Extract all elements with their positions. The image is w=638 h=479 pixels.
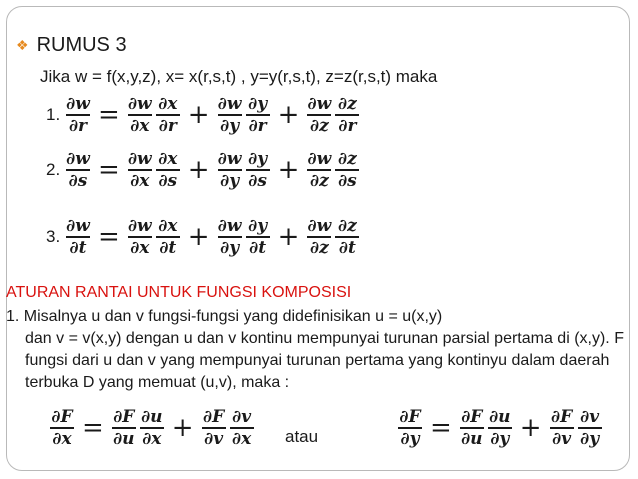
fraction bbox=[335, 150, 359, 190]
numerator: ∂w bbox=[66, 149, 90, 169]
fraction bbox=[66, 150, 90, 190]
fraction bbox=[156, 217, 180, 257]
plus-sign: + bbox=[171, 413, 194, 443]
fraction bbox=[460, 408, 484, 448]
denominator: ∂s bbox=[338, 171, 357, 191]
numerator: ∂w bbox=[217, 94, 242, 114]
denominator: ∂x bbox=[130, 238, 150, 258]
fraction bbox=[246, 217, 270, 257]
denominator: ∂z bbox=[310, 171, 329, 191]
numerator: ∂u bbox=[489, 407, 511, 427]
denominator: ∂u bbox=[461, 429, 483, 449]
numerator: ∂w bbox=[217, 149, 242, 169]
equation-3 bbox=[46, 217, 361, 257]
numerator: ∂w bbox=[307, 216, 332, 236]
numerator: ∂y bbox=[248, 149, 268, 169]
numerator: ∂z bbox=[338, 216, 357, 236]
numerator: ∂x bbox=[158, 94, 178, 114]
numerator: ∂w bbox=[307, 149, 332, 169]
section-heading: ATURAN RANTAI UNTUK FUNGSI KOMPOSISI bbox=[6, 284, 352, 301]
numerator: ∂F bbox=[551, 407, 573, 427]
fraction bbox=[550, 408, 574, 448]
denominator: ∂y bbox=[400, 429, 420, 449]
denominator: ∂x bbox=[231, 429, 252, 449]
numerator: ∂z bbox=[338, 149, 357, 169]
numerator: ∂F bbox=[51, 407, 73, 427]
numerator: ∂F bbox=[399, 407, 421, 427]
numerator: ∂y bbox=[248, 216, 268, 236]
equation-math bbox=[48, 408, 256, 448]
fraction bbox=[50, 408, 74, 448]
equation-1 bbox=[46, 95, 361, 135]
fraction bbox=[140, 408, 164, 448]
denominator: ∂t bbox=[338, 238, 356, 258]
fraction bbox=[202, 408, 226, 448]
rumus-bullet-row bbox=[16, 34, 127, 57]
fraction bbox=[578, 408, 602, 448]
numerator: ∂F bbox=[203, 407, 225, 427]
rumus-title: RUMUS 3 bbox=[36, 34, 127, 56]
equation-2 bbox=[46, 150, 361, 190]
chain-rule-x bbox=[48, 408, 256, 448]
equation-math bbox=[64, 150, 361, 190]
numerator: ∂w bbox=[66, 216, 90, 236]
denominator: ∂s bbox=[158, 171, 178, 191]
fraction bbox=[156, 95, 180, 135]
denominator: ∂x bbox=[52, 429, 72, 449]
equals-sign: = bbox=[98, 222, 120, 252]
equation-number: 1. bbox=[46, 105, 61, 124]
fraction bbox=[230, 408, 254, 448]
bullet-icon: ❖ bbox=[16, 37, 29, 53]
paragraph-rest: dan v = v(x,y) dengan u dan v kontinu mempunyai turunan parsial pertama di (x,y). F fungsi dari u dan v yang mempunyai turunan pertama yang kontinyu dalam daerah terbuka D yang memuat (u,v), maka : bbox=[25, 330, 624, 391]
denominator: ∂r bbox=[338, 116, 357, 136]
fraction bbox=[335, 95, 359, 135]
numerator: ∂w bbox=[217, 216, 242, 236]
equation-math bbox=[396, 408, 604, 448]
denominator: ∂u bbox=[113, 429, 135, 449]
denominator: ∂y bbox=[220, 116, 240, 136]
plus-sign: + bbox=[187, 100, 210, 130]
fraction bbox=[307, 150, 331, 190]
fraction bbox=[246, 95, 270, 135]
plus-sign: + bbox=[277, 100, 300, 130]
numerator: ∂F bbox=[461, 407, 483, 427]
numerator: ∂w bbox=[307, 94, 332, 114]
equals-sign: = bbox=[430, 413, 452, 443]
numerator: ∂w bbox=[127, 149, 152, 169]
atau-text: atau bbox=[285, 427, 319, 446]
plus-sign: + bbox=[519, 413, 542, 443]
plus-sign: + bbox=[277, 155, 300, 185]
denominator: ∂t bbox=[69, 238, 87, 258]
plus-sign: + bbox=[187, 222, 210, 252]
numerator: ∂x bbox=[158, 216, 178, 236]
equals-sign: = bbox=[98, 100, 120, 130]
denominator: ∂s bbox=[248, 171, 267, 191]
numerator: ∂v bbox=[232, 407, 252, 427]
intro-text: Jika w = f(x,y,z), x= x(r,s,t) , y=y(r,s,t), z=z(r,s,t) maka bbox=[40, 67, 438, 86]
denominator: ∂y bbox=[220, 171, 240, 191]
denominator: ∂r bbox=[158, 116, 177, 136]
equation-math bbox=[64, 217, 361, 257]
denominator: ∂s bbox=[68, 171, 88, 191]
numerator: ∂u bbox=[141, 407, 163, 427]
denominator: ∂r bbox=[68, 116, 88, 136]
fraction bbox=[218, 95, 242, 135]
fraction bbox=[128, 95, 152, 135]
denominator: ∂y bbox=[580, 429, 600, 449]
paragraph bbox=[6, 306, 626, 394]
denominator: ∂t bbox=[159, 238, 177, 258]
equals-sign: = bbox=[98, 155, 120, 185]
numerator: ∂F bbox=[113, 407, 135, 427]
fraction bbox=[398, 408, 422, 448]
denominator: ∂x bbox=[142, 429, 162, 449]
denominator: ∂t bbox=[249, 238, 267, 258]
fraction bbox=[66, 95, 90, 135]
denominator: ∂v bbox=[204, 429, 224, 449]
denominator: ∂z bbox=[310, 238, 329, 258]
fraction bbox=[307, 95, 331, 135]
fraction bbox=[307, 217, 331, 257]
plus-sign: + bbox=[187, 155, 210, 185]
numerator: ∂z bbox=[338, 94, 357, 114]
fraction bbox=[246, 150, 270, 190]
equation-number: 2. bbox=[46, 160, 61, 179]
denominator: ∂y bbox=[220, 238, 240, 258]
denominator: ∂v bbox=[552, 429, 572, 449]
denominator: ∂y bbox=[490, 429, 510, 449]
numerator: ∂w bbox=[127, 94, 152, 114]
plus-sign: + bbox=[277, 222, 300, 252]
numerator: ∂y bbox=[248, 94, 268, 114]
denominator: ∂x bbox=[130, 171, 150, 191]
equation-number: 3. bbox=[46, 227, 61, 246]
fraction bbox=[112, 408, 136, 448]
chain-rule-y bbox=[396, 408, 604, 448]
fraction bbox=[335, 217, 359, 257]
denominator: ∂x bbox=[130, 116, 150, 136]
fraction bbox=[488, 408, 512, 448]
denominator: ∂z bbox=[310, 116, 329, 136]
fraction bbox=[66, 217, 90, 257]
fraction bbox=[128, 217, 152, 257]
numerator: ∂x bbox=[158, 149, 178, 169]
fraction bbox=[218, 217, 242, 257]
numerator: ∂w bbox=[127, 216, 152, 236]
fraction bbox=[156, 150, 180, 190]
fraction bbox=[128, 150, 152, 190]
numerator: ∂w bbox=[66, 94, 90, 114]
paragraph-first-line: 1. Misalnya u dan v fungsi-fungsi yang didefinisikan u = u(x,y) bbox=[6, 308, 443, 325]
equals-sign: = bbox=[82, 413, 104, 443]
fraction bbox=[218, 150, 242, 190]
numerator: ∂v bbox=[580, 407, 600, 427]
equation-math bbox=[64, 95, 361, 135]
denominator: ∂r bbox=[248, 116, 267, 136]
